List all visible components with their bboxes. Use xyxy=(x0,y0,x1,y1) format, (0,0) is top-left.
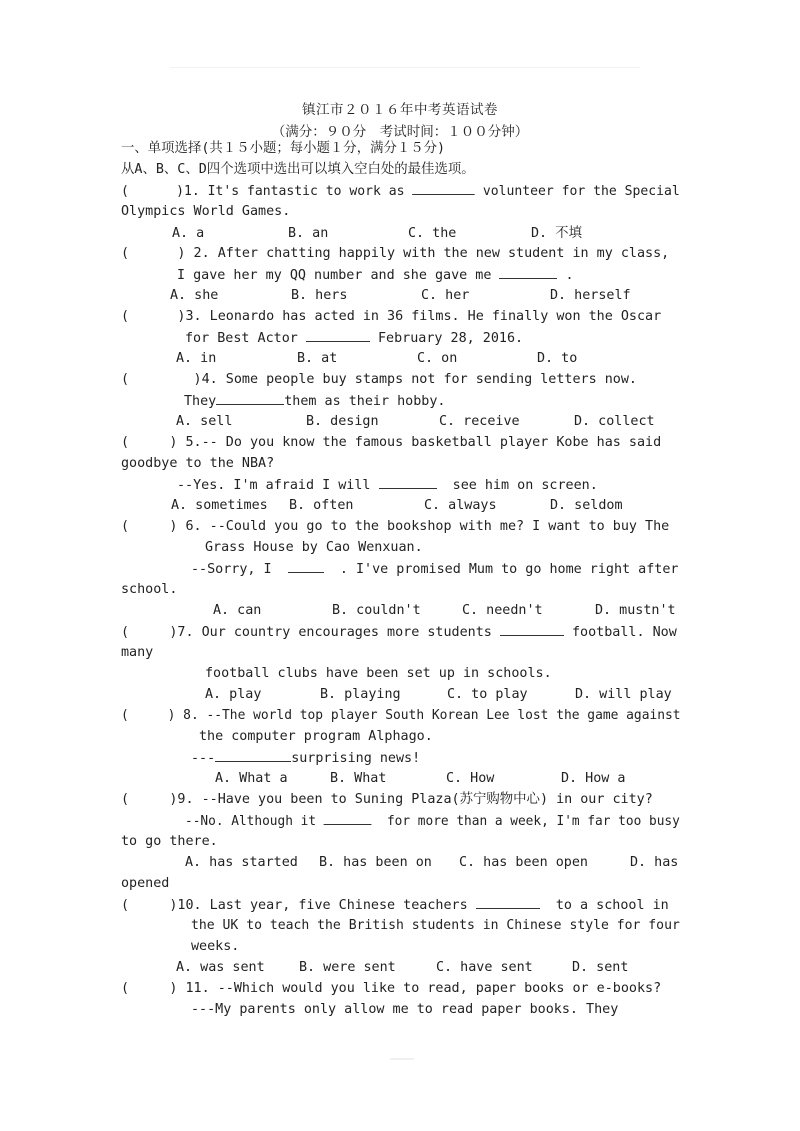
q7-option-b: B. playing xyxy=(320,687,401,702)
q2-option-d: D. herself xyxy=(550,288,631,303)
question-8-line-1: ( ) 8. --The world top player South Korean Lee lost the game against xyxy=(121,708,681,723)
q4-option-c: C. receive xyxy=(439,414,520,429)
q8-option-d: D. How a xyxy=(561,771,626,786)
q4-option-a: A. sell xyxy=(176,414,233,429)
q5-option-c: C. always xyxy=(424,498,497,513)
q3-option-b: B. at xyxy=(297,351,338,366)
q2-option-b: B. hers xyxy=(291,288,348,303)
q2-answer-blank xyxy=(499,266,557,279)
q1-option-b: B. an xyxy=(288,226,329,241)
exam-title: 镇江市２０１６年中考英语试卷 xyxy=(302,102,498,118)
question-7-line-2: many xyxy=(121,645,154,660)
q9-option-b: B. has been on xyxy=(319,855,432,870)
q4-text-pre: They xyxy=(184,394,217,409)
q8-answer-blank xyxy=(215,749,291,762)
q10-text-pre: ( )10. Last year, five Chinese teachers xyxy=(121,898,476,913)
q3-text-pre: for Best Actor xyxy=(185,331,306,346)
q9-option-a: A. has started xyxy=(185,855,298,870)
section-heading: 一、单项选择(共１５小题；每小题１分，满分１５分) xyxy=(121,141,446,156)
q5-option-a: A. sometimes xyxy=(171,498,268,513)
q10-option-c: C. have sent xyxy=(436,960,533,975)
question-1-line-2: Olympics World Games. xyxy=(121,204,291,219)
question-4-line-2 xyxy=(184,392,446,411)
question-3-line-2 xyxy=(185,329,523,348)
q5-option-b: B. often xyxy=(289,498,354,513)
question-7-line-1 xyxy=(121,623,677,642)
question-8-line-3 xyxy=(191,749,420,768)
question-9-line-1: ( )9. --Have you been to Suning Plaza(苏宁购物中心) in our city? xyxy=(121,792,653,807)
q10-option-b: B. were sent xyxy=(299,960,396,975)
question-10-line-2: the UK to teach the British students in Chinese style for four xyxy=(191,918,680,933)
section-instruction: 从A、B、C、D四个选项中选出可以填入空白处的最佳选项。 xyxy=(121,162,475,177)
q9-option-d: D. has xyxy=(630,855,679,870)
question-6-line-3 xyxy=(191,560,678,579)
question-7-line-3: football clubs have been set up in schools. xyxy=(205,666,552,681)
q8-text-pre: --- xyxy=(191,751,216,766)
q3-option-c: C. on xyxy=(417,351,458,366)
q4-answer-blank xyxy=(216,392,284,405)
q2-text-post: . xyxy=(557,268,574,283)
q8-option-b: B. What xyxy=(330,771,387,786)
question-8-line-2: the computer program Alphago. xyxy=(199,729,433,744)
question-6-line-2: Grass House by Cao Wenxuan. xyxy=(205,540,423,555)
q7-option-d: D. will play xyxy=(575,687,672,702)
question-1-line-1 xyxy=(121,182,680,201)
q1-option-c: C. the xyxy=(408,226,457,241)
q4-option-b: B. design xyxy=(306,414,379,429)
question-4-line-1: ( )4. Some people buy stamps not for sending letters now. xyxy=(121,372,637,387)
q3-answer-blank xyxy=(306,329,370,342)
q8-option-c: C. How xyxy=(446,771,495,786)
q10-text-post: to a school in xyxy=(539,898,669,913)
q10-option-a: A. was sent xyxy=(176,960,265,975)
q2-option-a: A. she xyxy=(170,288,219,303)
question-9-line-3: to go there. xyxy=(121,834,218,849)
question-5-line-2: goodbye to the NBA? xyxy=(121,456,275,471)
q6-text-pre: --Sorry, I xyxy=(191,562,288,577)
question-2-line-1: ( ) 2. After chatting happily with the new student in my class, xyxy=(121,246,670,261)
q1-option-a: A. a xyxy=(172,226,205,241)
q7-answer-blank xyxy=(500,623,564,636)
question-11-line-2: ---My parents only allow me to read paper books. They xyxy=(191,1002,619,1017)
question-10-line-1 xyxy=(121,896,669,915)
q8-text-post: surprising news! xyxy=(291,751,421,766)
q9-option-d-continued: opened xyxy=(121,876,170,891)
q6-option-b: B. couldn't xyxy=(332,603,421,618)
q5-text-pre: --Yes. I'm afraid I will xyxy=(177,478,379,493)
q9-option-c: C. has been open xyxy=(459,855,588,870)
question-9-line-2 xyxy=(185,812,680,831)
question-3-line-1: ( )3. Leonardo has acted in 36 films. He finally won the Oscar xyxy=(121,309,662,324)
q6-option-d: D. mustn't xyxy=(595,603,676,618)
q8-option-a: A. What a xyxy=(215,771,288,786)
q1-text-pre: ( )1. It's fantastic to work as xyxy=(121,184,413,199)
q6-option-c: C. needn't xyxy=(462,603,543,618)
q5-text-post: see him on screen. xyxy=(436,478,598,493)
q7-option-c: C. to play xyxy=(447,687,528,702)
q9-answer-blank xyxy=(324,812,372,825)
q2-option-c: C. her xyxy=(421,288,470,303)
question-11-line-1: ( ) 11. --Which would you like to read, paper books or e-books? xyxy=(121,981,662,996)
q9-text-post: for more than a week, I'm far too busy xyxy=(371,814,680,829)
q6-text-post: . I've promised Mum to go home right after xyxy=(323,562,679,577)
q5-answer-blank xyxy=(379,476,437,489)
question-5-line-3 xyxy=(177,476,598,495)
q6-option-a: A. can xyxy=(213,603,262,618)
question-2-line-2 xyxy=(177,266,574,285)
q5-option-d: D. seldom xyxy=(550,498,623,513)
q7-option-a: A. play xyxy=(205,687,262,702)
q10-answer-blank xyxy=(476,896,540,909)
question-10-line-3: weeks. xyxy=(191,939,240,954)
q7-text-post: football. Now xyxy=(563,625,677,640)
question-5-line-1: ( ) 5.-- Do you know the famous basketball player Kobe has said xyxy=(121,435,662,450)
q1-option-d: D. 不填 xyxy=(531,226,582,241)
q1-answer-blank xyxy=(412,182,475,195)
q2-text-pre: I gave her my QQ number and she gave me xyxy=(177,268,500,283)
q3-text-post: February 28, 2016. xyxy=(369,331,524,346)
q4-text-post: them as their hobby. xyxy=(284,394,446,409)
exam-subtitle: （满分：９０分 考试时间：１００分钟） xyxy=(271,124,529,140)
page-footer-mark xyxy=(390,1058,414,1060)
header-rule xyxy=(170,67,640,68)
q1-text-post: volunteer for the Special xyxy=(474,184,680,199)
question-6-line-4: school. xyxy=(121,582,178,597)
q3-option-a: A. in xyxy=(176,351,217,366)
q3-option-d: D. to xyxy=(537,351,578,366)
q7-text-pre: ( )7. Our country encourages more students xyxy=(121,625,500,640)
q4-option-d: D. collect xyxy=(574,414,655,429)
q9-text-pre: --No. Although it xyxy=(185,814,324,829)
q6-answer-blank xyxy=(288,560,324,573)
q10-option-d: D. sent xyxy=(572,960,629,975)
question-6-line-1: ( ) 6. --Could you go to the bookshop with me? I want to buy The xyxy=(121,519,670,534)
